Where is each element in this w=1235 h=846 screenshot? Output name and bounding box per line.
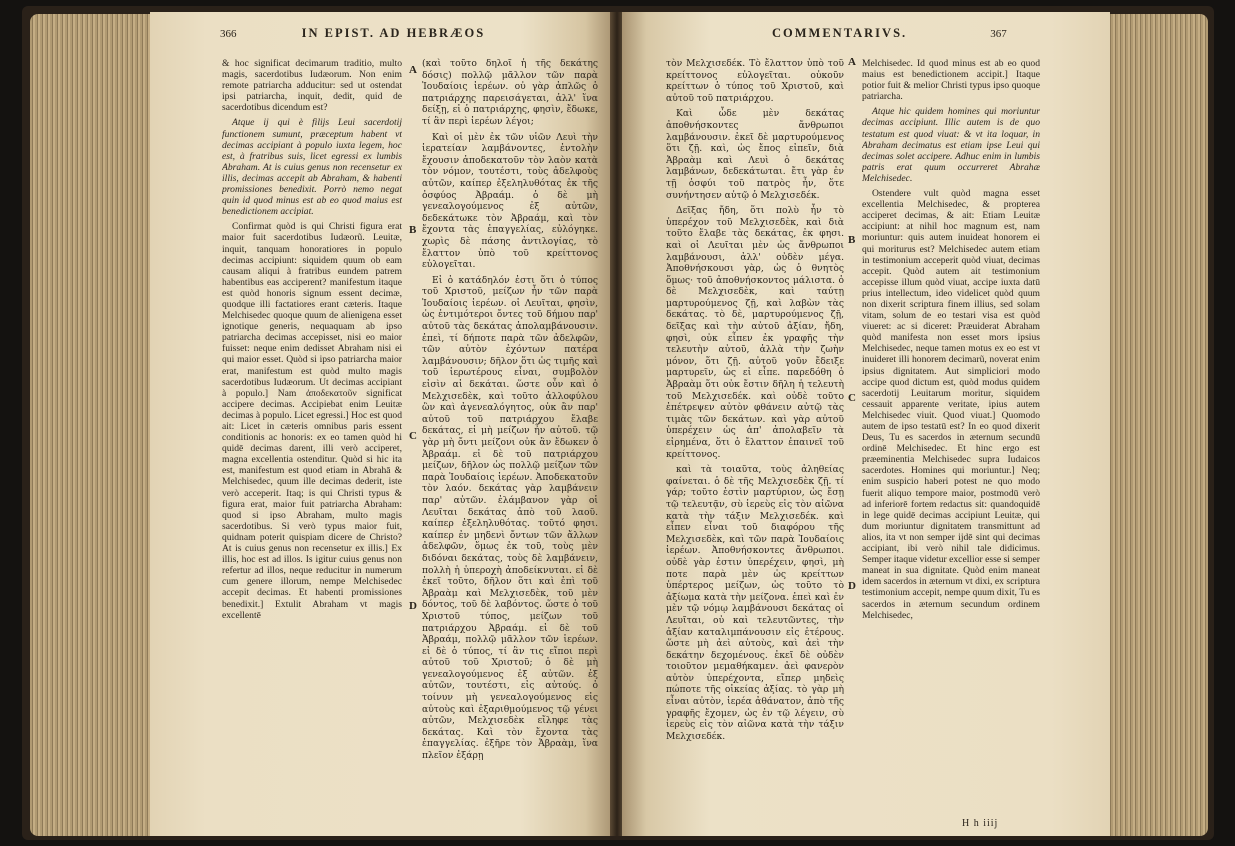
left-greek-para: Εἰ ὁ κατάδηλόν ἐστι ὅτι ὁ τύπος τοῦ Χριστοῦ, μείζων ἦν τῶν παρὰ Ἰουδαίοις ἱερέων. οἱ Λευῖται, φησὶν, ὡς ἐντιμότεροι ὄντες τοῦ δήμου παρ' αὐτοῦ τὰς δεκάτας ἀπολαμβάνουσιν. ἐπεὶ, τί δήποτε παρὰ τῶν ἀδελφῶν, τῶν αὐτὸν ἐχόντων πατέρα λαμβάνουσιν; δῆλον ὅτι ὡς τιμῆς καὶ τοῦ ἱερωτέρους εἶναι, συμβολὸν εἰσὶν αἱ δεκάται. ὥστε οὖν καὶ ὁ Μελχισεδὲκ, καὶ τοῦτο ἀλλοφύλου ὢν καὶ ἀγενεαλόγητος, οὐκ ἂν παρ' αὐτοῦ τοῦ πατριάρχου ἔλαβε δεκάτας, εἰ μὴ μείζων ἦν αὐτοῦ. τῷ γὰρ μὴ ὄντι μείζονι οὐκ ἂν ἔδωκεν ὁ Ἀβραάμ. εἰ δὲ τοῦ πατριάρχου μείζων, δῆλον ὡς πολλῷ μείζων τῶν παρὰ Ἰουδαίοις ἱερέων. Ἀποδεκατοῦν τὸν λαόν. δεκάτας γὰρ λαμβάνειν παρ' αὐτῶν. ἐλάμβανον γὰρ οἱ Λευῖται δεκάτας ἀπὸ τοῦ λαοῦ. καίπερ ἐξεληλυθότας. τοῦτό φησι. καίπερ ἐν μηδενὶ ὄντων τῶν ἄλλων ἀδελφῶν, ὅμως ἐκ τοῦ, τοὺς μὲν διδόναι δεκάτας, τοὺς δὲ λαμβάνειν, πολλὴ ἡ ὑπεροχὴ ἀποδείκνυται. εἰ δὲ ἐκεῖ τοῦτο, δῆλον ὅτι καὶ ἐπὶ τοῦ Ἀβραὰμ καὶ Μελχισεδὲκ, τοῦ μὲν δόντος, τοῦ δὲ λαβόντος. ὥστε ὁ τοῦ Χριστοῦ τύπος, μείζων τοῦ πατριάρχου Ἀβραάμ. εἰ δὲ τοῦ Ἀβραάμ, πολλῷ μᾶλλον τῶν ἱερέων. εἰ δὲ ὁ τύπος, τί ἂν τις εἴποι περὶ αὐτοῦ τοῦ Χριστοῦ; ὁ δὲ μὴ γενεαλογούμενος ἐξ αὐτῶν. ἐξ αὐτῶν, τουτέστι, εἰς αὐτούς. ὁ τοίνυν μὴ γενεαλογούμενος εἰς αὐτοὺς καὶ ἐξαριθμούμενος τῷ γένει αὐτῶν, Μελχισεδὲκ εἴληφε τὰς δεκάτας. Καὶ τὸν ἔχοντα τὰς ἐπαγγελίας. ἐξῆρε τὸν Ἀβραὰμ, ἵνα πλεῖον ἐξάρῃ (422, 274, 598, 762)
left-latin-para: Confirmat quòd is qui Christi figura erat maior fuit sacerdotibus Iudæorũ. Leuitæ, inquit, tanquam honoratiores in populo decimas accipiunt: siquidem quum ob eam causam aliqui à fratribus eundem patrem habentibus eas acciperent? manifestum itaque est quòd honoris signum essent decimæ, quodque illi factatiores erant cæteris. Itaque Melchisedec quoque quum de alienigena esset ignotique generis, nequaquam ab ipso patriarcha decimas accepisset, nisi eo maior fuisset: neque enim dedisset Abraham nisi ei qui maior esset. Quòd si ipso patriarcha maior erat, manifestum est quòd multo magis sacerdotibus Iudæorum. Ut decimas accipiant à populo.] Nam ἀποδεκατοῦν significat accipere decimas. Accipiebat enim Leuitæ decimas à populo. Licet egressi.] Hoc est quod ait: Licet in cæteris omnibus paris essent conditionis ac honoris: ex eo tamen quòd hi quidē decimas darent, illi verò acciperet, magna excellentia ostenditur. Quòd si hic ita est, manifestum est quod etiam in Abrahā & Melchisedec, quum ille decimas dederit, iste verò acceperit. Itaq; is qui Christi typus & figura erat, maior fuit patriarcha Abraham: quod si ipso Abraham, multo magis sacerdotibus. Si verò typus maior fuit, quidnam poterit quispiam dicere de Christo? At is cuius genus non recensetur ex illis.] Ex illis, hoc est ad illos. Is igitur cuius genus non refertur ad illos, neque reducitur in numerum cum genere illorum, nempe Melchisedec accepit decimas. Et habenti promissiones benedixit.] Extulit Abraham vt magis excellentē (222, 221, 402, 621)
left-greek-para: (καὶ τοῦτο δηλοῖ ἡ τῆς δεκάτης δόσις) πολλῷ μᾶλλον τῶν παρὰ Ἰουδαίοις ἱερέων. οὐ γὰρ ἁπλῶς ὁ πατριάρχης παρεισάγεται, ἀλλ' ἵνα δείξῃ, εἰ ὁ πατριάρχης, φησὶν, ἔδωκε, τί ἂν περὶ ἱερέων λέγοι; (422, 58, 598, 127)
right-latin-para: Melchisedec. Id quod minus est ab eo quod maius est benedictionem accipit.] Itaque potior fuit & melior Christi typus ipso quoque patriarcha. (862, 58, 1040, 103)
margin-letter-b: B (409, 224, 417, 236)
left-running-head (220, 26, 600, 46)
left-head-title: IN EPIST. AD HEBRÆOS (301, 26, 486, 40)
margin-letter-b: B (848, 234, 856, 246)
right-running-head (772, 26, 1092, 46)
right-greek-para: τὸν Μελχισεδέκ. Τὸ ἔλαττον ὑπὸ τοῦ κρείττονος εὐλογεῖται. οὐκοῦν κρείττων ὁ τύπος τοῦ Χριστοῦ, καὶ αὐτοῦ τοῦ πατριάρχου. (666, 58, 844, 104)
right-page (622, 12, 1110, 836)
left-page (150, 12, 613, 836)
left-latin-column (222, 58, 402, 818)
margin-letter-d: D (409, 600, 417, 612)
left-greek-column (422, 58, 598, 818)
right-greek-para: Καὶ ὧδε μὲν δεκάτας ἀποθνήσκοντες ἄνθρωποι λαμβάνουσιν. ἐκεῖ δὲ μαρτυρούμενος ὅτι ζῇ. καὶ, ὡς ἔπος εἰπεῖν, διὰ Ἀβραὰμ καὶ Λευὶ ὁ δεκάτας λαμβάνων, δεδεκάτωται. ἔτι γὰρ ἐν τῇ ὀσφύι τοῦ πατρὸς ἦν, ὅτε συνήντησεν αὐτῷ ὁ Μελχισεδέκ. (666, 108, 844, 201)
left-latin-para: Atque ij qui è filijs Leui sacerdotij functionem sumunt, præceptum habent vt decimas accipiant à populo iuxta legem, hoc est, à fratribus suis, licet egressi ex lumbis Abraham. At is cuius genus non recensetur ex illis, decimas accepit ab Abraham, & habenti promissiones benedixit. Porrò nemo negat quin id quod minus est ab eo quod maius est benedictionem accipiat. (222, 117, 402, 218)
right-page-number: 367 (990, 28, 1007, 40)
margin-letter-d: D (848, 580, 856, 592)
right-latin-para: Atque hic quidem homines qui moriuntur decimas accipiunt. Illic autem is de quo testatum est quod viuat: & vt ita loquar, in Abraham decimatus est etiam ipse Leui qui decimas solet accipere. Adhuc enim in lumbis patris erat quum occurreret Abrahæ Melchisedec. (862, 106, 1040, 184)
left-page-number: 366 (220, 28, 237, 40)
margin-letter-a: A (409, 64, 417, 76)
margin-letter-a: A (848, 56, 856, 68)
margin-letter-c: C (409, 430, 417, 442)
left-page-edges (30, 14, 150, 836)
right-head-title: COMMENTARIVS. (772, 26, 908, 40)
right-page-edges (1108, 14, 1208, 836)
right-latin-para: Ostendere vult quòd magna esset excellentia Melchisedec, & propterea acciperet decimas, & ait: Etiam Leuitæ accipiunt: at nihil hoc magnum est, nam moriuntur: quis autem inuideat honorem ei qui moriturus est? Melchisedec autem etiam in testimonium acceperit quòd viuat, decimas accepit. Quòd autem ait testimonium accepisse illum quòd viuat, accipe iuxta datū prius intellectum, ideo videlicet quòd quum non dixerit scriptura finem illius, sed solam vitam, solum de eo testari visa est quòd viueret: ac si diceret: Præuiderat Abraham quòd manifesta non esset mors ipsius Melchisedec, neque tamen motus ex eo est vt inuideret illi honorem decimarũ, noverat enim ipsius dignitatem. Aut simpliciori modo accipe quod dictum est, quòd modus quidem sacerdotij Leuitarum moritur, siquidem cessauit apparente veritate, ipius autem Melchisedec viuit. Quod viuat.] Quomodo autem de ipso testatū est? In eo quod dixerit Deus, Tu es sacerdos in æternum secundū ordinē Melchisedec. Et hinc ergo est præeminentia Melchisedec supra Iudaicos sacerdotes. Homines qui moriuntur.] Neq; enim suspicio haberi potest ne quo modo fuerit aliquo tempore maior, postmodū verò ad inferiorē fortem redactus sit: quandoquidē in lege quidē decimas accipiunt Leuitæ, qui dum moriuntur dignitatem transmittunt ad alios, ita vt non semper ijdē sint qui decimas accipiant, ibi verò nihil tale didicimus. Semper itaque videtur excellior esse si semper maneat in sua dignitate. Quòd enim maneat idem sacerdos in æternum vt dixi, ex scriptura testimonium accepit, nempe quum dixit, Tu es sacerdos in æternum secundum ordinem Melchisedec, (862, 188, 1040, 621)
left-latin-para: & hoc significat decimarum traditio, multo magis, sacerdotibus Iudæorum. Non enim remote patriarcha adducitur: sed ut ostendat ipsi patriarcha, inquit, dedit, quid de sacerdotibus dicendum est? (222, 58, 402, 114)
left-greek-para: Καὶ οἱ μὲν ἐκ τῶν υἱῶν Λευὶ τὴν ἱερατείαν λαμβάνοντες, ἐντολὴν ἔχουσιν ἀποδεκατοῦν τὸν λαὸν κατὰ τὸν νόμον, τουτέστι, τοὺς ἀδελφοὺς αὐτῶν, καίπερ ἐξεληλυθότας ἐκ τῆς ὀσφύος Ἀβραάμ. ὁ δὲ μὴ γενεαλογούμενος ἐξ αὐτῶν, δεδεκάτωκε τὸν Ἀβραάμ, καὶ τὸν ἔχοντα τὰς ἐπαγγελίας, εὐλόγηκε. χωρὶς δὲ πάσης ἀντιλογίας, τὸ ἔλαττον ὑπὸ τοῦ κρείττονος εὐλογεῖται. (422, 131, 598, 271)
margin-letter-c: C (848, 392, 856, 404)
right-greek-column (666, 58, 844, 818)
right-greek-para: καὶ τὰ τοιαῦτα, τοὺς ἀληθείας φαίνεται. ὁ δὲ τῆς Μελχισεδὲκ ζῇ. τί γάρ; τοῦτο ἐστὶν μαρτύριον, ὡς ἔσῃ τῷ τελευτᾷν, σὺ ἱερεὺς εἰς τὸν αἰῶνα κατὰ τὴν τάξιν Μελχισεδέκ. καὶ εἶπεν εἶναι τοῦ διαφόρου τῆς Μελχισεδὲκ, καὶ τῶν παρὰ Ἰουδαίοις ἱερέων. Ἀποθνήσκοντες ἄνθρωποι. οὐδὲ γὰρ ἐστιν ὑπερέχειν, φησὶ, μὴ ποτε παρὰ μὲν ὡς κρείττων ὑπέρτερος μείζων, ὡς τοῦτο τὸ ἀξίωμα κατὰ τὴν μείζονα. ἐπεὶ καὶ ἐν μὲν τῷ νόμῳ λαμβάνουσι δεκάτας οἱ Λευῖται, οὐ καὶ τελευτῶντες, τὴν ἀξίαν καταλιμπάνουσιν εἰς ἑτέρους. ὥστε μὴ ἀεὶ αὐτοὺς, καὶ ἀεὶ τὴν δεκάτην δεχομένους. ἐκεῖ δὲ οὐδὲν τοιοῦτον μεμαθήκαμεν. ἀεὶ φανερὸν αὐτὸν ὑπερέχοντα, εἴπερ μηδεὶς πώποτε τῆς οἰκείας ἀξίας. τὸ γὰρ μὴ εἶναι αὐτὸν, ἱερέα ἀθάνατον, ἀπὸ τῆς γραφῆς ἔχομεν, ὡς ἐν τῷ λέγειν, σὺ ἱερεὺς εἰς τὸν αἰῶνα κατὰ τὴν τάξιν Μελχισεδέκ. (666, 464, 844, 742)
right-latin-column (862, 58, 1040, 810)
signature-mark: H h iiij (962, 818, 999, 829)
right-greek-para: Δεῖξας ἤδη, ὅτι πολὺ ἦν τὸ ὑπερέχον τοῦ Μελχισεδὲκ, καὶ διὰ τοῦτο ἔλαβε τὰς δεκάτας, ἐκ φησι. καὶ οἱ Λευῖται μὲν ὡς ἄνθρωποι λαμβάνουσι, ἀλλ' οὐδὲν μέγα. Ἀποθνήσκουσι γὰρ, ὡς ὁ θνητὸς ὅμως· τοῦ ἀποθνήσκοντος μάλιστα. ὁ δὲ Μελχισεδὲκ, καὶ ταύτῃ μαρτυρούμενος ζῇ, καὶ λαβὼν τὰς δεκάτας. τὸ δὲ, μαρτυρούμενος ζῇ, δεῖξας καὶ τὴν αὐτοῦ ἀξίαν, ἤδη, φησὶ, οὐκ εἶπεν ἐκ γραφῆς τὴν τελευτὴν αὐτοῦ, ἀλλὰ τὴν ζωὴν μόνον, ὅτι ζῇ. αὐτοῦ γοῦν ἔδειξε μαρτυρεῖν, ὡς εἰ εἶπε. παρεδόθη ὁ Ἀβραὰμ ὅτι οὐκ ἔστιν δῆλη ἡ τελευτὴ τοῦ Μελχισεδέκ. καὶ οὐδὲ τοῦτο ἐπέτρεψεν αὐτὸν φθάνειν αὐτῷ τὰς τιμὰς τῶν δεκάτων. καὶ γὰρ αὐτοῦ ὑπερέχειν ὡς ἀπ' ἀπολαβεῖν τὰ εἰρημένα, ὅτι ὁ ἔλαττον ἐπαινεῖ τοῦ κρείττονος. (666, 205, 844, 460)
